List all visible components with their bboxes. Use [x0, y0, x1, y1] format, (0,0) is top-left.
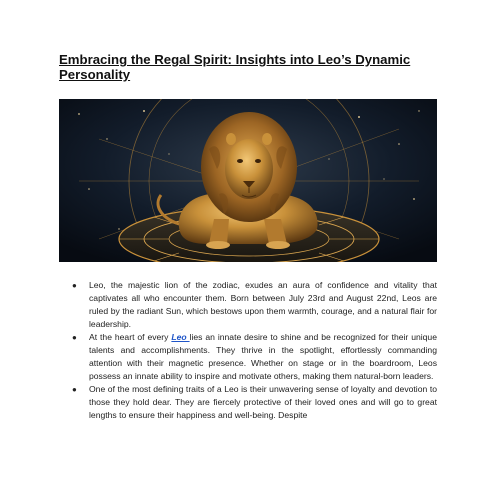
bullet-icon: ●: [72, 333, 77, 342]
paragraph-text: One of the most defining traits of a Leo is their unwavering sense of loyalty and devotion to those they hold dear. They are fiercely protective of their loved ones and will go to great lengths to ensure their happiness and well-being. Despite: [89, 384, 437, 420]
paragraph-text-before: At the heart of every: [89, 332, 172, 342]
leo-link[interactable]: Leo: [171, 332, 190, 342]
bullet-icon: ●: [72, 281, 77, 290]
list-item: [59, 383, 437, 422]
paragraph-text: lies an innate desire to shine and be recognized for their unique talents and accomplishments. They thrive in the spotlight, effortlessly commanding attention with their magnetic presence. Whether on stage or in the boardroom, Leos possess an innate ability to inspire and motivate others, making them natural-born leaders.: [89, 332, 437, 381]
list-item: [59, 279, 437, 331]
bullet-icon: ●: [72, 385, 77, 394]
hero-image: [59, 99, 437, 262]
article-bullet-list: [59, 279, 437, 422]
list-item: [59, 331, 437, 383]
article-title: Embracing the Regal Spirit: Insights into Leo’s Dynamic Personality: [59, 52, 411, 82]
paragraph-text: Leo, the majestic lion of the zodiac, exudes an aura of confidence and vitality that captivates all who encounter them. Born between July 23rd and August 22nd, Leos are ruled by the radiant Sun, which bestows upon them warmth, courage, and a natural flair for leadership.: [89, 280, 437, 329]
